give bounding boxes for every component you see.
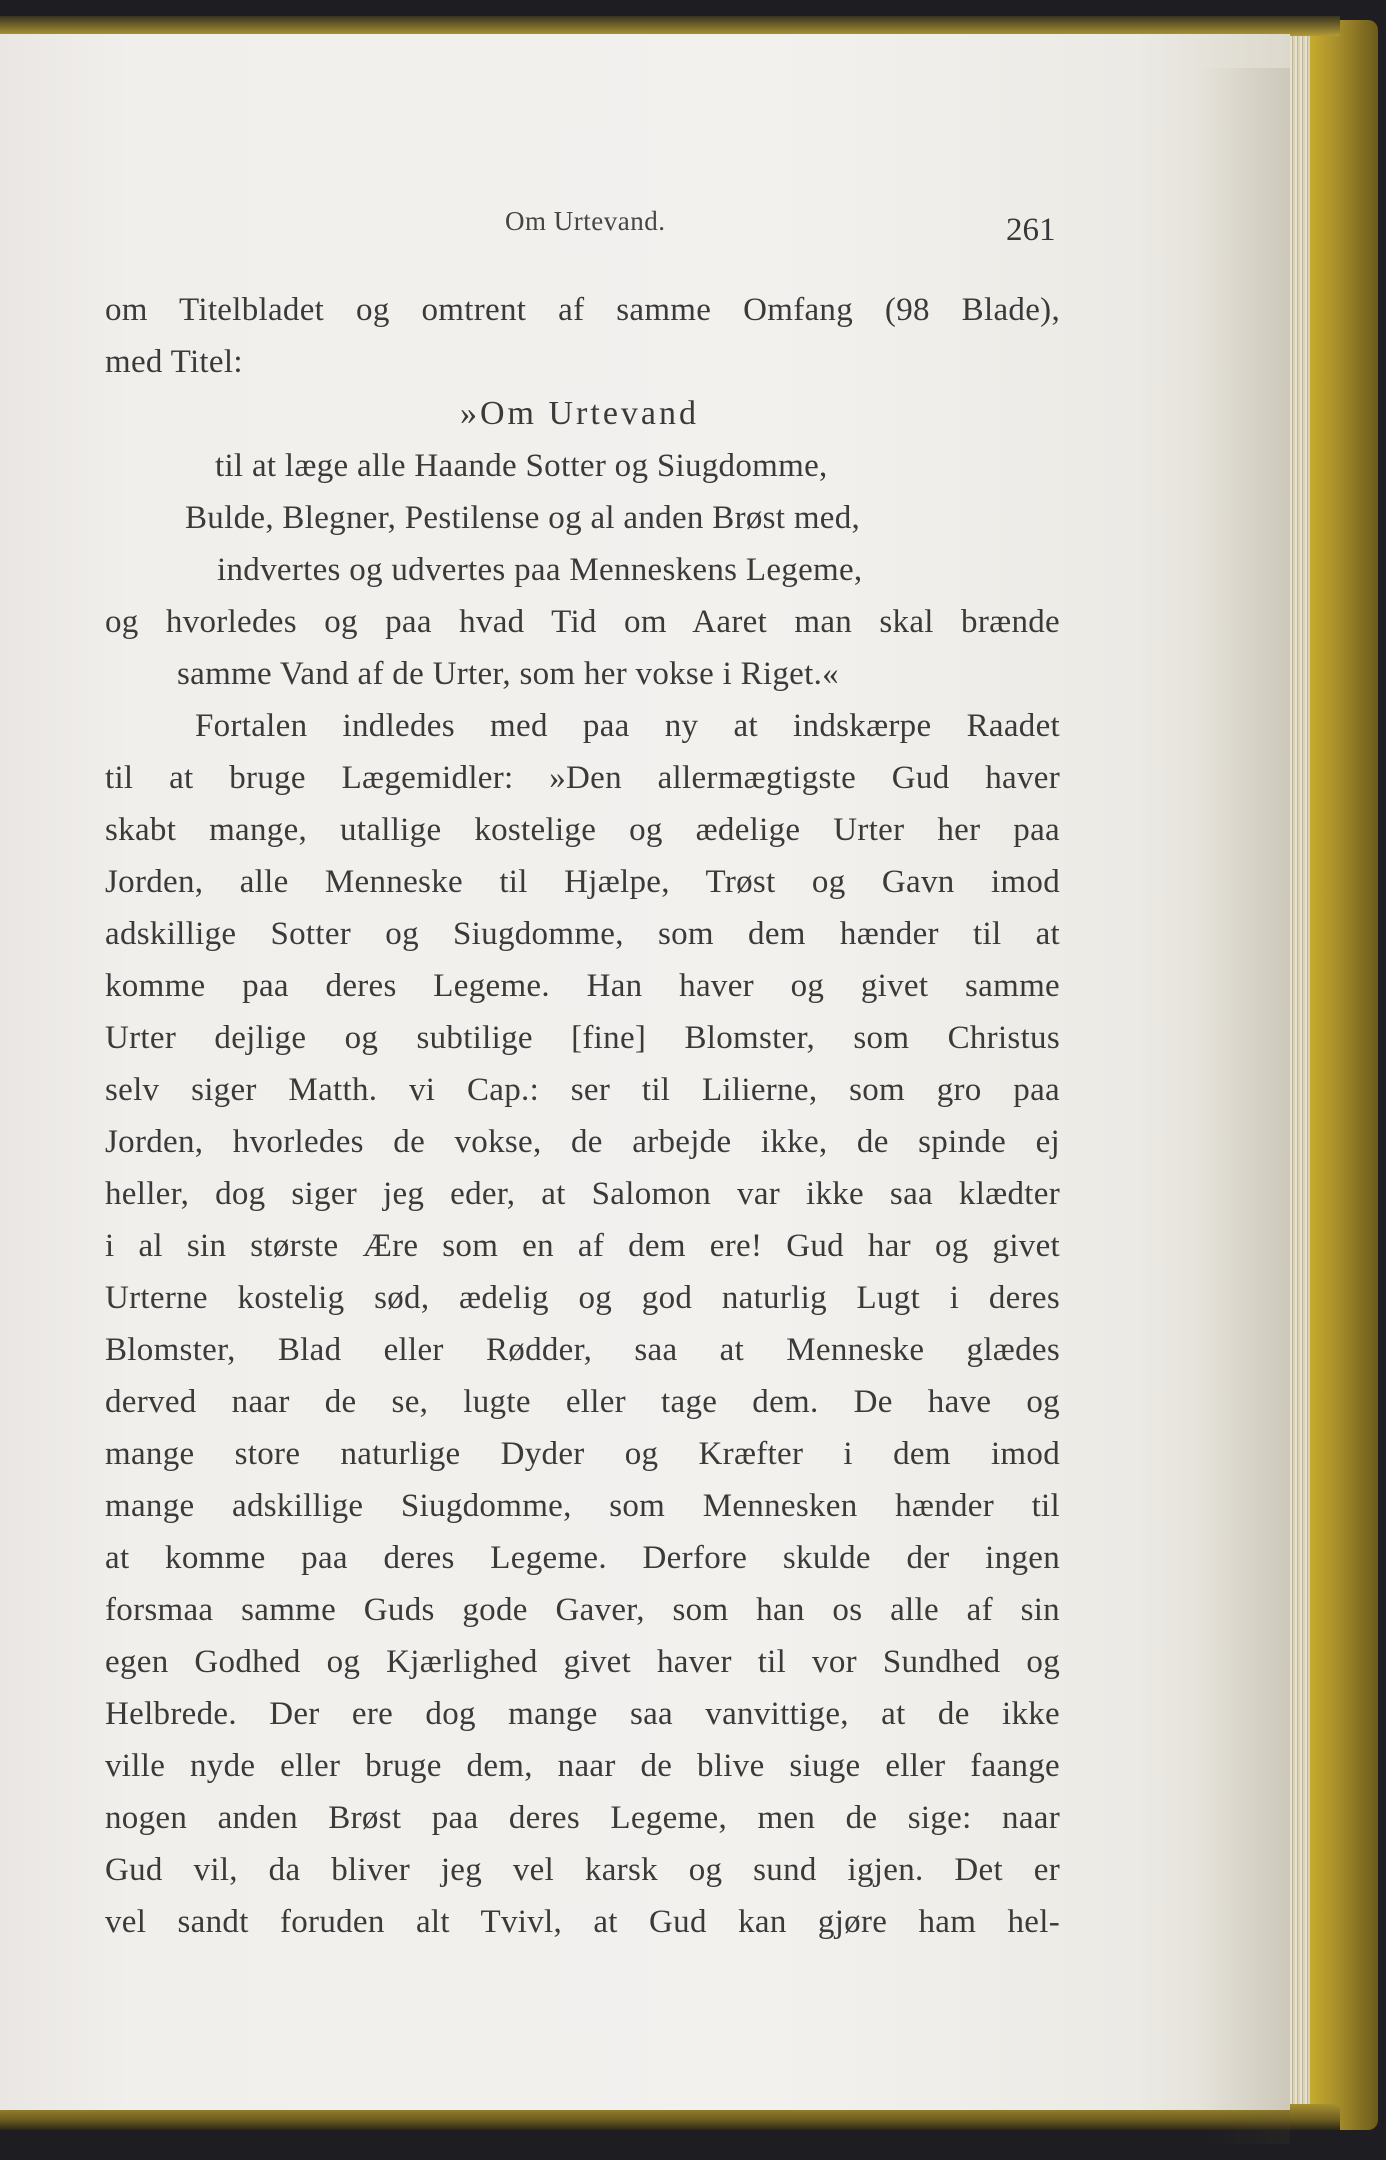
text-line: derved naar de se, lugte eller tage dem. De have og bbox=[105, 1384, 1060, 1420]
text-line: at komme paa deres Legeme. Derfore skulde der ingen bbox=[105, 1540, 1060, 1576]
text-line: indvertes og udvertes paa Menneskens Legeme, bbox=[217, 552, 863, 588]
text-line: Jorden, alle Menneske til Hjælpe, Trøst og Gavn imod bbox=[105, 864, 1060, 900]
cover-top-rim bbox=[0, 16, 1340, 36]
text-line: om Titelbladet og omtrent af samme Omfang (98 Blade), bbox=[105, 292, 1060, 328]
body-text bbox=[105, 284, 1060, 1948]
gutter-shadow bbox=[1200, 68, 1290, 2144]
text-line: vel sandt foruden alt Tvivl, at Gud kan gjøre ham hel- bbox=[105, 1904, 1060, 1940]
paragraph-start-line: Fortalen indledes med paa ny at indskærpe Raadet bbox=[195, 708, 1060, 744]
text-line: egen Godhed og Kjærlighed givet haver til vor Sundhed og bbox=[105, 1644, 1060, 1680]
text-line: samme Vand af de Urter, som her vokse i Riget.« bbox=[177, 656, 839, 692]
text-line: heller, dog siger jeg eder, at Salomon var ikke saa klædter bbox=[105, 1176, 1060, 1212]
text-line: i al sin største Ære som en af dem ere! Gud har og givet bbox=[105, 1228, 1060, 1264]
text-line: forsmaa samme Guds gode Gaver, som han os alle af sin bbox=[105, 1592, 1060, 1628]
running-title: Om Urtevand. bbox=[505, 206, 666, 236]
text-line: Jorden, hvorledes de vokse, de arbejde ikke, de spinde ej bbox=[105, 1124, 1060, 1160]
book-page bbox=[0, 34, 1290, 2110]
text-line: mange adskillige Siugdomme, som Mennesken hænder til bbox=[105, 1488, 1060, 1524]
text-line: til at læge alle Haande Sotter og Siugdomme, bbox=[215, 448, 828, 484]
text-line: Blomster, Blad eller Rødder, saa at Menneske glædes bbox=[105, 1332, 1060, 1368]
text-line: selv siger Matth. vi Cap.: ser til Lilierne, som gro paa bbox=[105, 1072, 1060, 1108]
page-number: 261 bbox=[1006, 212, 1056, 248]
text-line: med Titel: bbox=[105, 344, 243, 380]
text-line: skabt mange, utallige kostelige og ædelige Urter her paa bbox=[105, 812, 1060, 848]
text-line: og hvorledes og paa hvad Tid om Aaret man skal brænde bbox=[105, 604, 1060, 640]
text-line: adskillige Sotter og Siugdomme, som dem hænder til at bbox=[105, 916, 1060, 952]
text-line: ville nyde eller bruge dem, naar de blive siuge eller faange bbox=[105, 1748, 1060, 1784]
text-line: Bulde, Blegner, Pestilense og al anden Brøst med, bbox=[185, 500, 861, 536]
text-line: Gud vil, da bliver jeg vel karsk og sund igjen. Det er bbox=[105, 1852, 1060, 1888]
text-line: Helbrede. Der ere dog mange saa vanvittige, at de ikke bbox=[105, 1696, 1060, 1732]
text-line: mange store naturlige Dyder og Kræfter i dem imod bbox=[105, 1436, 1060, 1472]
text-line: komme paa deres Legeme. Han haver og givet samme bbox=[105, 968, 1060, 1004]
text-line: Urterne kostelig sød, ædelig og god naturlig Lugt i deres bbox=[105, 1280, 1060, 1316]
book-title-line: »Om Urtevand bbox=[460, 395, 700, 432]
text-line: nogen anden Brøst paa deres Legeme, men de sige: naar bbox=[105, 1800, 1060, 1836]
text-line: Urter dejlige og subtilige [fine] Blomster, som Christus bbox=[105, 1020, 1060, 1056]
text-line: til at bruge Lægemidler: »Den allermægtigste Gud haver bbox=[105, 760, 1060, 796]
page-header bbox=[0, 206, 1290, 246]
